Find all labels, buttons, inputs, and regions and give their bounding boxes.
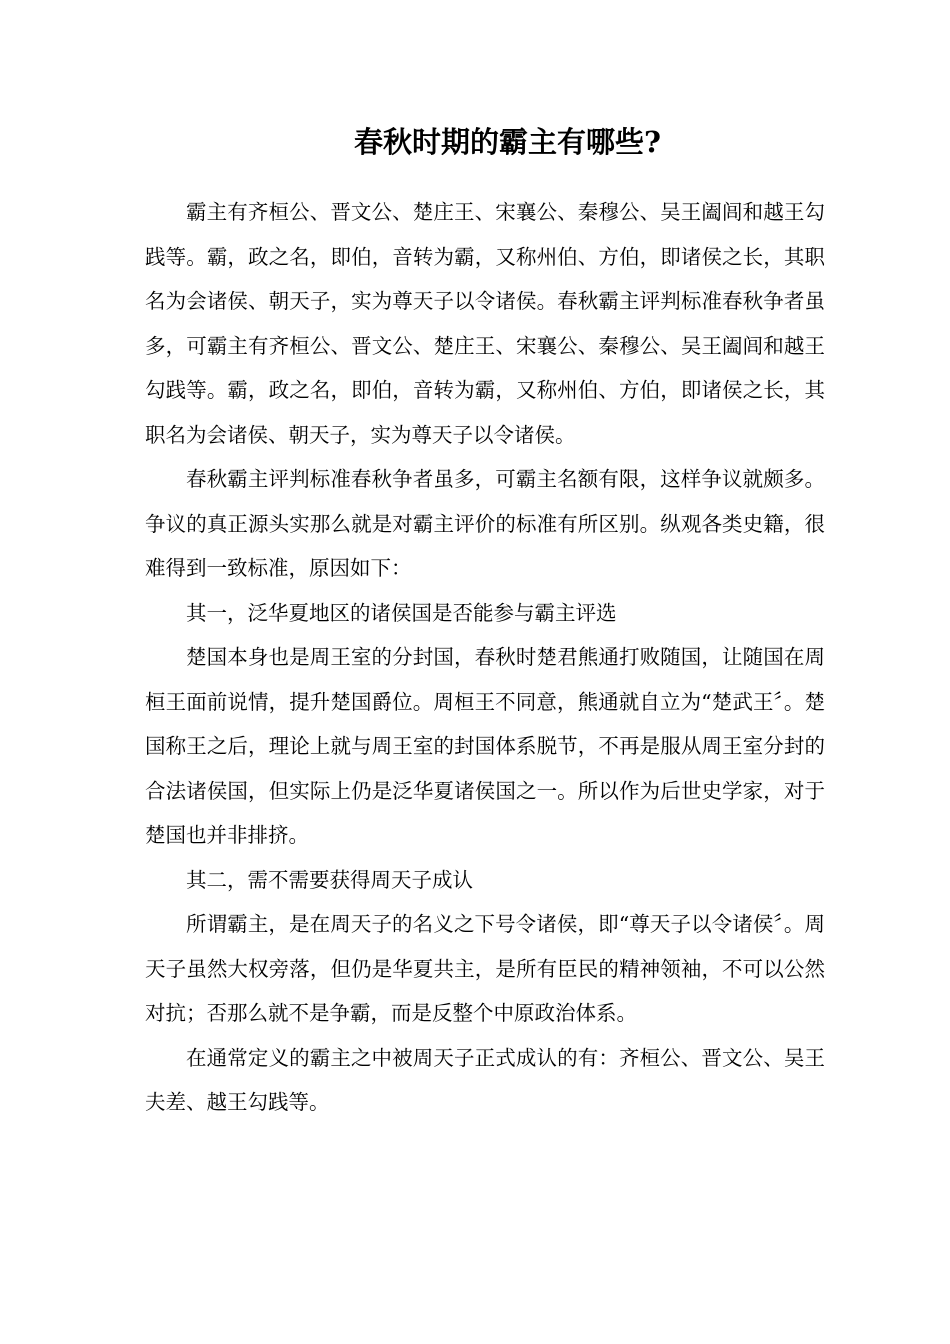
paragraph: 霸主有齐桓公、晋文公、楚庄王、宋襄公、秦穆公、吴王阖闾和越王勾践等。霸，政之名，即伯，音转为霸，又称州伯、方伯，即诸侯之长，其职名为会诸侯、朝天子，实为尊天子以令诸侯。春秋霸主评判标准春秋争者虽多，可霸主有齐桓公、晋文公、楚庄王、宋襄公、秦穆公、吴王阖闾和越王勾践等。霸，政之名，即伯，音转为霸，又称州伯、方伯，即诸侯之长，其职名为会诸侯、朝天子，实为尊天子以令诸侯。 (145, 200, 825, 447)
section-heading: 其一，泛华夏地区的诸侯国是否能参与霸主评选 (186, 600, 617, 625)
document-body (145, 190, 825, 1125)
document-title: 春秋时期的霸主有哪些? (354, 125, 661, 159)
section-heading: 其二，需不需要获得周天子成认 (186, 867, 473, 892)
paragraph: 所谓霸主，是在周天子的名义之下号令诸侯，即“尊天子以令诸侯〞。周天子虽然大权旁落，但仍是华夏共主，是所有臣民的精神领袖，不可以公然对抗；否那么就不是争霸，而是反整个中原政治体系。 (145, 912, 825, 1025)
paragraph: 楚国本身也是周王室的分封国，春秋时楚君熊通打败随国，让随国在周桓王面前说情，提升楚国爵位。周桓王不同意，熊通就自立为“楚武王〞。楚国称王之后，理论上就与周王室的封国体系脱节，不再是服从周王室分封的合法诸侯国，但实际上仍是泛华夏诸侯国之一。所以作为后世史学家，对于楚国也并非排挤。 (145, 645, 825, 847)
paragraph: 在通常定义的霸主之中被周天子正式成认的有：齐桓公、晋文公、吴王夫差、越王勾践等。 (145, 1045, 825, 1114)
paragraph: 春秋霸主评判标准春秋争者虽多，可霸主名额有限，这样争议就颇多。争议的真正源头实那么就是对霸主评价的标准有所区别。纵观各类史籍，很难得到一致标准，原因如下： (145, 467, 825, 580)
